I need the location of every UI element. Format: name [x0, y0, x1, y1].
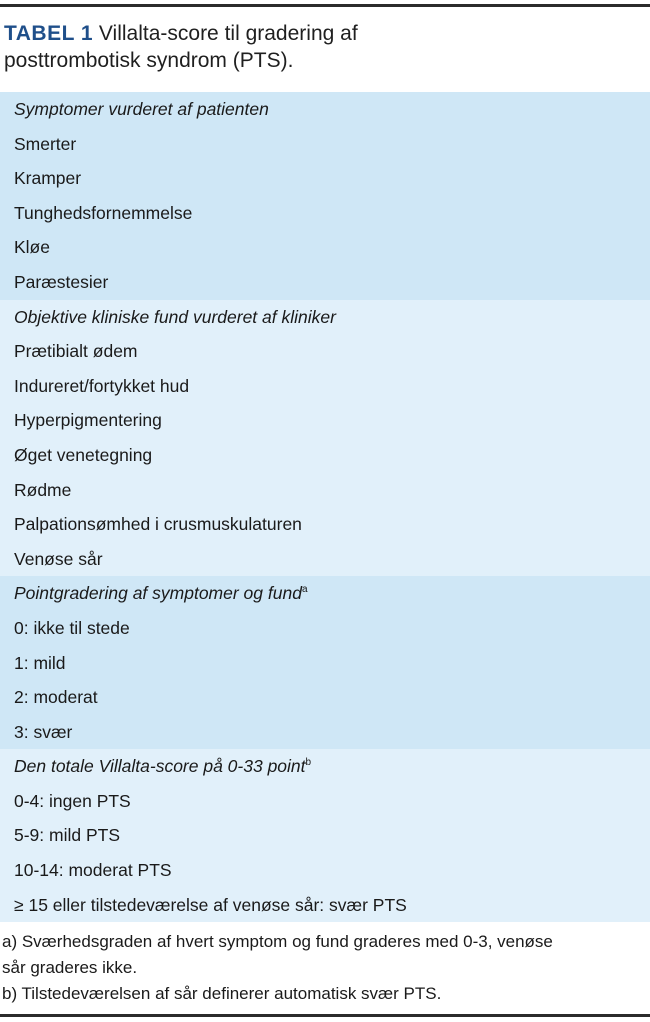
table-row: 3: svær [14, 721, 73, 742]
table-row: Hyperpigmentering [14, 410, 162, 431]
footnote-a: a) Sværhedsgraden af hvert symptom og fund graderes med 0-3, venøse sår graderes ikke. [2, 932, 553, 977]
table-row: 10-14: moderat PTS [14, 860, 172, 881]
section-heading: Symptomer vurderet af patienten [14, 99, 269, 119]
footnote-marker: b [305, 757, 312, 769]
villalta-table [0, 92, 650, 922]
caption-title-line1: Villalta-score til gradering af [93, 22, 358, 45]
table-row: Paræstesier [14, 271, 109, 292]
section-heading: Pointgradering af symptomer og fund$^a$ [14, 583, 308, 604]
table-row: Øget venetegning [14, 444, 153, 465]
table-row: Palpationsømhed i crusmuskulaturen [14, 514, 302, 535]
bottom-rule [0, 1014, 650, 1017]
footnotes [2, 929, 642, 1007]
table-row: Prætibialt ødem [14, 341, 138, 362]
section-point-grading [0, 576, 650, 749]
table-row: 2: moderat [14, 687, 98, 708]
top-rule [0, 4, 650, 7]
caption-title-line2: posttrombotisk syndrom (PTS). [4, 49, 294, 72]
table-row: Tunghedsfornemmelse [14, 202, 193, 223]
table-row: 1: mild [14, 652, 66, 673]
section-total-score [0, 749, 650, 922]
table-row: Rødme [14, 479, 72, 500]
table-row: Indureret/fortykket hud [14, 375, 190, 396]
table-label: TABEL 1 [4, 22, 94, 45]
table-row: 0-4: ingen PTS [14, 790, 131, 811]
table-row: ≥ 15 eller tilstedeværelse af venøse sår: svær PTS [14, 894, 407, 915]
footnote-marker: a [301, 584, 308, 596]
section-patient-symptoms [0, 92, 650, 300]
table-row: Venøse sår [14, 548, 103, 569]
table-caption [4, 20, 644, 74]
table-row: Kløe [14, 237, 50, 258]
section-heading: Den totale Villalta-score på 0-33 point$^b$ [14, 756, 312, 777]
table-row: Smerter [14, 133, 77, 154]
section-heading: Objektive kliniske fund vurderet af kliniker [14, 306, 336, 327]
section-clinical-findings [0, 300, 650, 577]
footnote-b: b) Tilstedeværelsen af sår definerer automatisk svær PTS. [2, 984, 442, 1003]
table-row: Kramper [14, 168, 82, 189]
table-row: 5-9: mild PTS [14, 825, 120, 846]
table-row: 0: ikke til stede [14, 617, 130, 638]
